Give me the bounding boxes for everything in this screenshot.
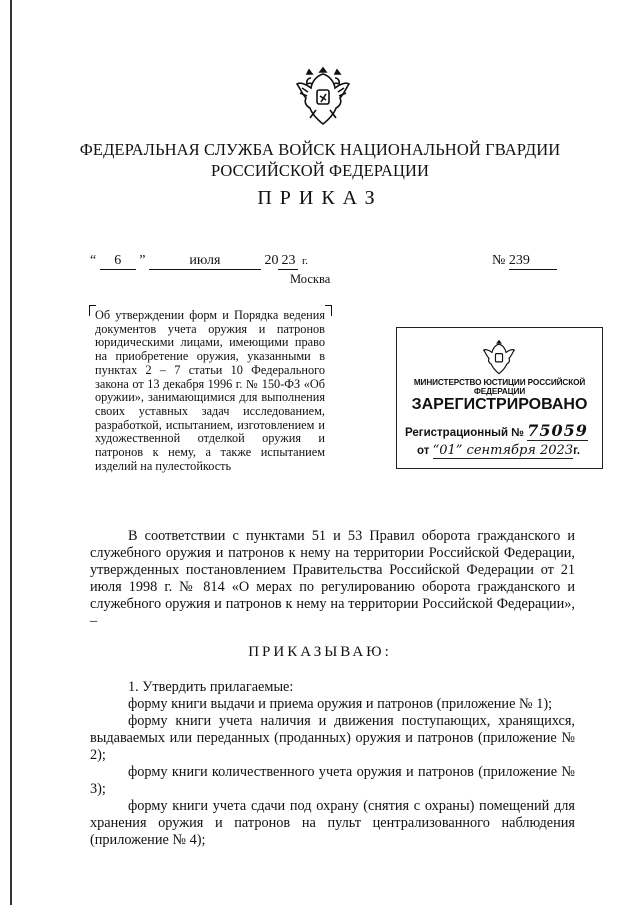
order-number xyxy=(492,253,557,270)
agency-name-line1: ФЕДЕРАЛЬНАЯ СЛУЖБА ВОЙСК НАЦИОНАЛЬНОЙ ГВАРДИИ xyxy=(79,140,561,159)
stamp-eagle-emblem-icon xyxy=(481,336,517,376)
order-items xyxy=(90,679,575,849)
stamp-registered: ЗАРЕГИСТРИРОВАНО xyxy=(411,396,588,413)
order-item: форму книги количественного учета оружия и патронов (приложение № 3); xyxy=(90,764,575,797)
date-month: июля xyxy=(149,253,261,270)
double-headed-eagle-emblem-icon xyxy=(294,60,352,128)
order-subject: Об утверждении форм и Порядка ведения документов учета оружия и патронов юридическими лицами, имеющими право на приобретение оружия, указанными в пунктах 2 – 7 статьи 10 Федерального закона от 13 декабря 1996 г. № 150-ФЗ «Об оружии», занимающимися для выполнения своих уставных задач исследованием, разработкой, испытанием, изготовлением и художественной отделкой оружия и патронов к нему, а также испытанием изделий на пулестойкость xyxy=(95,308,325,473)
subject-bracket-right xyxy=(325,305,332,316)
order-item: форму книги учета наличия и движения поступающих, хранящихся, выдаваемых или переданных (проданных) оружия и патронов (приложение № 2); xyxy=(90,713,575,763)
agency-name xyxy=(0,139,640,181)
date-year-prefix: 20 xyxy=(264,253,279,268)
date-year-abbr: г. xyxy=(301,255,308,267)
order-date xyxy=(90,253,308,270)
stamp-registration-date xyxy=(417,443,580,458)
date-open-quote: “ xyxy=(90,253,97,268)
stamp-reg-label: Регистрационный № xyxy=(405,427,525,439)
stamp-ministry: МИНИСТЕРСТВО ЮСТИЦИИ РОССИЙСКОЙ ФЕДЕРАЦИИ xyxy=(413,378,586,396)
order-item: 1. Утвердить прилагаемые: xyxy=(128,679,294,695)
stamp-date-suffix: г. xyxy=(573,445,580,457)
document-type-title: ПРИКАЗ xyxy=(257,187,383,209)
stamp-date-prefix: от xyxy=(417,445,430,457)
date-year-suffix: 23 xyxy=(278,253,298,270)
date-close-quote: ” xyxy=(139,253,146,268)
registration-stamp xyxy=(396,327,603,469)
number-value: 239 xyxy=(509,253,557,270)
order-item: форму книги выдачи и приема оружия и патронов (приложение № 1); xyxy=(128,696,553,712)
number-label: № xyxy=(492,253,506,268)
preamble-block xyxy=(90,528,575,630)
city: Москва xyxy=(290,272,331,286)
stamp-registration-number xyxy=(405,421,588,440)
agency-name-line2: РОССИЙСКОЙ ФЕДЕРАЦИИ xyxy=(210,161,430,180)
order-word: ПРИКАЗЫВАЮ: xyxy=(248,644,392,660)
scan-edge-line xyxy=(10,0,12,905)
stamp-date-value: “01” сентября 2023 xyxy=(432,443,574,458)
date-day: 6 xyxy=(100,253,136,270)
preamble-text: В соответствии с пунктами 51 и 53 Правил оборота гражданского и служебного оружия и патронов к нему на территории Российской Федерации, утвержденных постановлением Правительства Российской Федерации от 21 июля 1998 г. № 814 «О мерах по регулированию оборота гражданского и служебного оружия и патронов к нему на территории Российской Федерации», – xyxy=(90,528,575,629)
order-item: форму книги учета сдачи под охрану (снятия с охраны) помещений для хранения оружия и патронов на пульт централизованного наблюдения (приложение № 4); xyxy=(90,798,575,848)
stamp-reg-number: 75059 xyxy=(527,421,588,440)
